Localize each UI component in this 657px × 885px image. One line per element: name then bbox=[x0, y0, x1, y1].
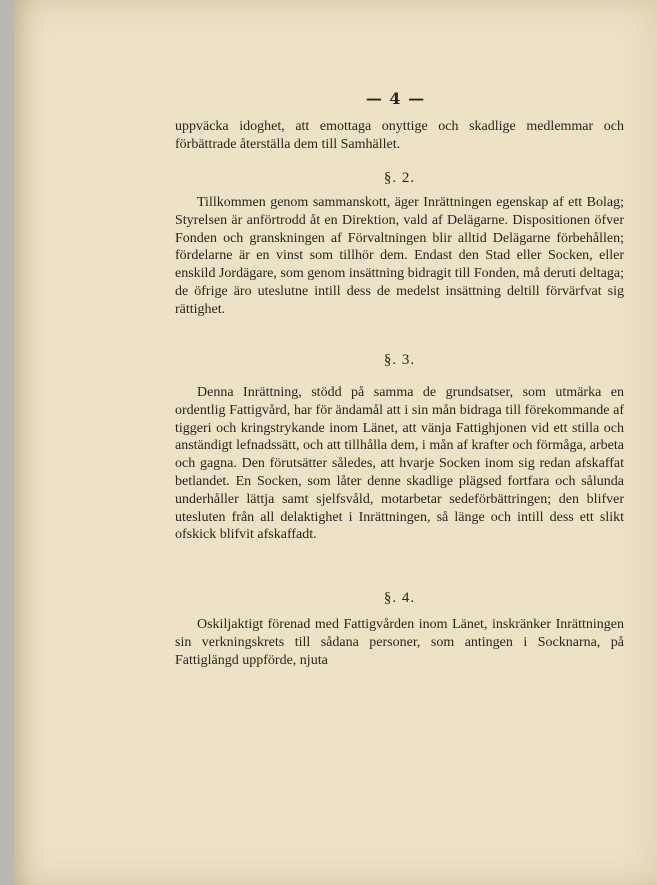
intro-paragraph: uppväcka idoghet, att emottaga onyttige och skadlige medlemmar och förbättrade återställa dem till Samhället. bbox=[175, 119, 624, 152]
section-3-paragraph: Denna Inrättning, stödd på samma de grundsatser, som utmärka en ordentlig Fattigvård, har för ändamål att i sin mån bidraga till förekommande af tiggeri och kringstrykande inom Länet, att vänja Fattighjonen vid ett stilla och anständigt lefnadssätt, och att tillhålla dem, i mån af krafter och förmåga, arbeta och gagna. Den förutsätter således, att hvarje Socken inom sig redan afskaffat betlandet. En Socken, som låter denne skadlige plägsed fortfara och sålunda underhåller lättja samt sjelfsvåld, motarbetar sedeförbättringen; den blifver utesluten från all delaktighet i Inrättningen, så länge och intill dess ett slikt ofskick blifvit afskaffadt. bbox=[175, 385, 624, 543]
document-page bbox=[14, 0, 657, 885]
section-4-paragraph: Oskiljaktigt förenad med Fattigvården inom Länet, inskränker Inrättningen sin verkningskrets till sådana personer, som antingen i Socknarna, på Fattiglängd uppförde, njuta bbox=[175, 617, 624, 668]
section-2-paragraph: Tillkommen genom sammanskott, äger Inrättningen egenskap af ett Bolag; Styrelsen är anförtrodd åt en Direktion, vald af Delägarne. Dispositionen öfver Fonden och granskningen af Förvaltningen blir alltid Delägarne förbehållen; fördelarne är en vinst som tillhör dem. Endast den Stad eller Socken, eller enskild Jordägare, som genom insättning bidragit till Fonden, må deruti deltaga; de öfrige äro uteslutne intill dess de medelst insättning deltill förvärfvat sig rättighet. bbox=[175, 195, 624, 317]
section-4-heading: §. 4. bbox=[383, 590, 416, 606]
section-2-heading: §. 2. bbox=[383, 170, 416, 186]
section-3-heading: §. 3. bbox=[383, 352, 416, 368]
page-number: — 4 — bbox=[365, 89, 426, 108]
